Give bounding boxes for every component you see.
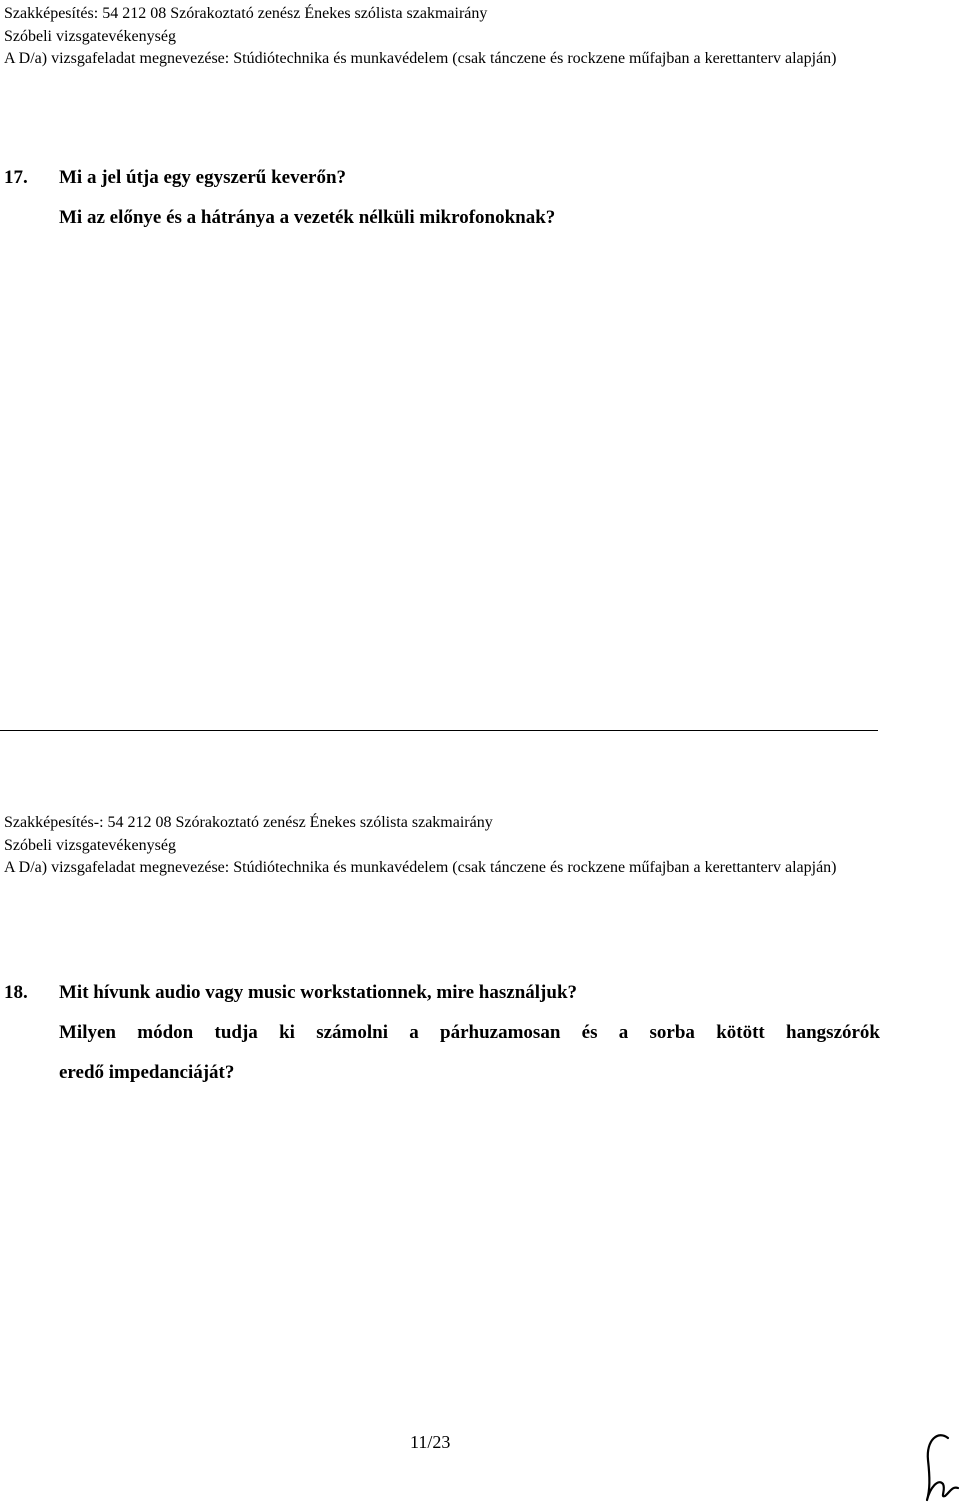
page-separator-line xyxy=(0,730,878,731)
question-text-line: Milyen módon tudja ki számolni a párhuzamosan és a sorba kötött hangszórók xyxy=(59,1022,880,1043)
page-header-top xyxy=(4,3,884,71)
qualification-line: Szakképesítés-: 54 212 08 Szórakoztató zenész Énekes szólista szakmairány xyxy=(4,814,493,831)
question-text-line: Mi a jel útja egy egyszerű keverőn? xyxy=(59,167,347,188)
qualification-line: Szakképesítés: 54 212 08 Szórakoztató zenész Énekes szólista szakmairány xyxy=(4,5,488,22)
exam-type-line: Szóbeli vizsgatevékenység xyxy=(4,27,176,45)
question-18 xyxy=(4,973,880,1093)
question-text-line: eredő impedanciáját? xyxy=(59,1062,235,1083)
question-17 xyxy=(4,158,880,238)
handwritten-signature-icon xyxy=(918,1426,960,1506)
question-text-line: Mi az előnye és a hátránya a vezeték nélküli mikrofonoknak? xyxy=(59,207,556,228)
question-number: 17. xyxy=(4,167,28,188)
page-header-bottom xyxy=(4,812,884,880)
task-name-line: A D/a) vizsgafeladat megnevezése: Stúdiótechnika és munkavédelem (csak tánczene és rockzene műfajban a kerettanterv alapján) xyxy=(4,50,837,67)
exam-type-line: Szóbeli vizsgatevékenység xyxy=(4,836,176,854)
task-name-line: A D/a) vizsgafeladat megnevezése: Stúdiótechnika és munkavédelem (csak tánczene és rockzene műfajban a kerettanterv alapján) xyxy=(4,859,837,876)
question-text-line: Mit hívunk audio vagy music workstationnek, mire használjuk? xyxy=(59,982,578,1003)
question-number: 18. xyxy=(4,982,28,1003)
page-number: 11/23 xyxy=(410,1432,451,1452)
